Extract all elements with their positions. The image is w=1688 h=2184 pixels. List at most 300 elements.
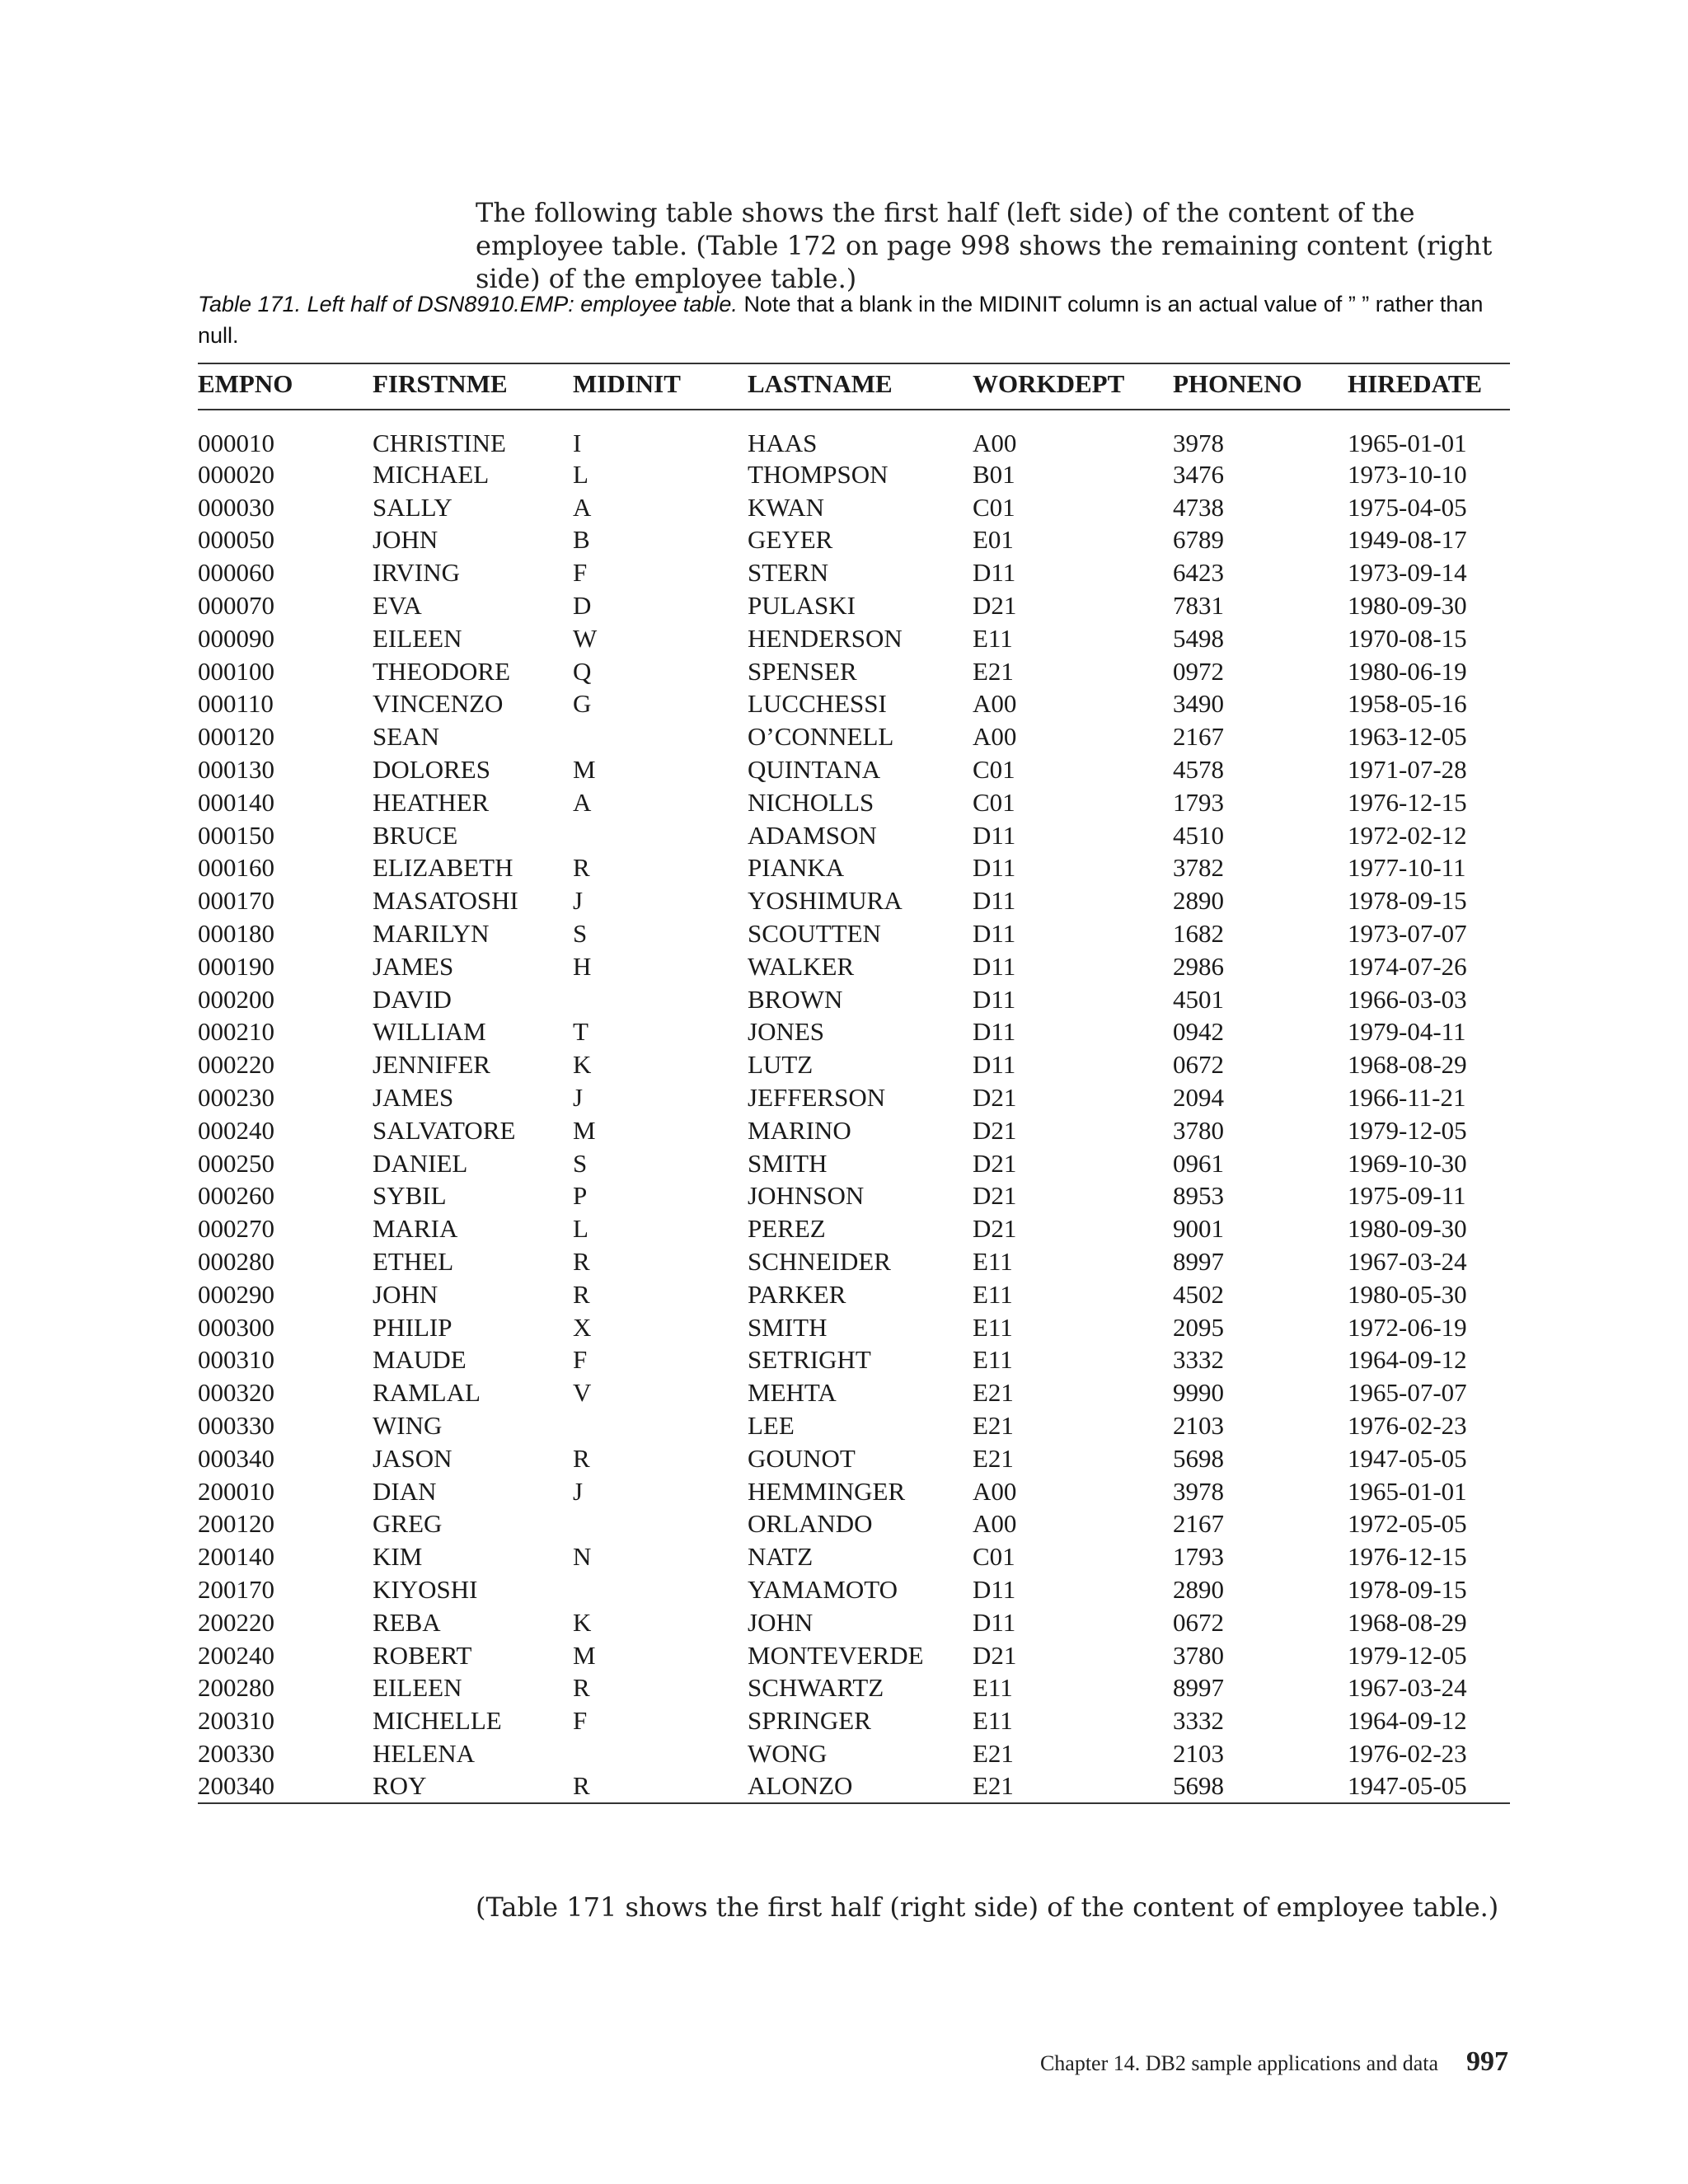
cell-firstnme: JOHN — [373, 1279, 438, 1309]
cell-phoneno: 8997 — [1173, 1673, 1224, 1703]
cell-phoneno: 0961 — [1173, 1148, 1224, 1178]
cell-midinit: S — [573, 919, 588, 949]
cell-hiredate: 1969-10-30 — [1348, 1148, 1467, 1178]
cell-phoneno: 2167 — [1173, 1509, 1224, 1539]
cell-workdept: D21 — [973, 1181, 1017, 1211]
cell-workdept: D11 — [973, 919, 1016, 949]
cell-empno: 000090 — [198, 623, 274, 653]
cell-hiredate: 1980-09-30 — [1348, 1214, 1467, 1244]
cell-hiredate: 1964-09-12 — [1348, 1706, 1467, 1736]
cell-firstnme: ETHEL — [373, 1247, 454, 1277]
cell-midinit: R — [573, 1443, 590, 1473]
cell-empno: 000270 — [198, 1214, 274, 1244]
cell-workdept: E21 — [973, 1378, 1014, 1408]
cell-empno: 200310 — [198, 1706, 274, 1736]
cell-lastname: GOUNOT — [748, 1443, 856, 1473]
cell-phoneno: 3782 — [1173, 853, 1224, 883]
cell-firstnme: MARILYN — [373, 919, 490, 949]
cell-phoneno: 3476 — [1173, 459, 1224, 489]
cell-lastname: ADAMSON — [748, 820, 877, 850]
cell-empno: 000050 — [198, 525, 274, 555]
cell-midinit — [573, 819, 748, 852]
cell-empno: 000170 — [198, 886, 274, 916]
cell-midinit: W — [573, 623, 598, 653]
cell-lastname: JOHNSON — [748, 1181, 865, 1211]
cell-midinit: N — [573, 1542, 592, 1572]
cell-workdept: E11 — [973, 1279, 1013, 1309]
cell-phoneno: 2094 — [1173, 1083, 1224, 1113]
cell-empno: 000320 — [198, 1378, 274, 1408]
cell-empno: 000230 — [198, 1083, 274, 1113]
cell-midinit: R — [573, 1673, 590, 1703]
cell-phoneno: 8997 — [1173, 1247, 1224, 1277]
cell-workdept: D11 — [973, 1574, 1016, 1604]
table-row — [198, 1376, 1510, 1409]
cell-lastname: WALKER — [748, 951, 855, 981]
cell-firstnme: JOHN — [373, 525, 438, 555]
cell-lastname: LUTZ — [748, 1050, 814, 1080]
table-row — [198, 786, 1510, 819]
table-row — [198, 1212, 1510, 1245]
cell-workdept: E11 — [973, 1673, 1013, 1703]
table-row — [198, 556, 1510, 589]
cell-firstnme: MICHAEL — [373, 459, 490, 489]
cell-empno: 000130 — [198, 755, 274, 785]
cell-workdept: D21 — [973, 1214, 1017, 1244]
cell-firstnme: SALVATORE — [373, 1115, 516, 1145]
cell-empno: 000250 — [198, 1148, 274, 1178]
cell-firstnme: ROY — [373, 1770, 573, 1803]
table-row — [198, 1540, 1510, 1573]
cell-empno: 200240 — [198, 1640, 274, 1670]
cell-firstnme: MAUDE — [373, 1345, 467, 1375]
cell-empno: 000330 — [198, 1411, 274, 1440]
cell-lastname: NATZ — [748, 1542, 814, 1572]
table-row — [198, 950, 1510, 983]
cell-midinit — [573, 1508, 748, 1541]
page-number: 997 — [1466, 2046, 1508, 2077]
cell-firstnme: HELENA — [373, 1738, 475, 1768]
cell-midinit: R — [573, 853, 590, 883]
cell-empno: 000180 — [198, 919, 274, 949]
table-row — [198, 1311, 1510, 1344]
cell-hiredate: 1976-12-15 — [1348, 1542, 1467, 1572]
cell-hiredate: 1972-05-05 — [1348, 1509, 1467, 1539]
cell-hiredate: 1965-07-07 — [1348, 1378, 1467, 1408]
cell-midinit: K — [573, 1050, 592, 1080]
cell-workdept: A00 — [973, 429, 1017, 457]
cell-workdept: D11 — [973, 1017, 1016, 1047]
cell-lastname: NICHOLLS — [748, 787, 874, 817]
cell-midinit: V — [573, 1378, 592, 1408]
cell-midinit: M — [573, 1640, 596, 1670]
table-row — [198, 852, 1510, 885]
cell-lastname: SMITH — [748, 1312, 828, 1342]
cell-midinit: J — [573, 1083, 584, 1113]
table-row — [198, 1344, 1510, 1377]
cell-workdept: E21 — [973, 656, 1014, 686]
column-header-workdept: WORKDEPT — [973, 363, 1173, 410]
cell-firstnme: JENNIFER — [373, 1050, 490, 1080]
cell-empno: 000110 — [198, 689, 274, 719]
table-caption-note: Note that a blank in the MIDINIT column is an actual value of ” ” rather than null. — [198, 292, 1484, 348]
cell-lastname: GEYER — [748, 525, 833, 555]
cell-hiredate: 1964-09-12 — [1348, 1345, 1467, 1375]
cell-midinit: B — [573, 525, 590, 555]
cell-hiredate: 1980-06-19 — [1348, 656, 1467, 686]
cell-midinit: X — [573, 1312, 592, 1342]
cell-firstnme: EVA — [373, 591, 422, 621]
cell-phoneno: 0942 — [1173, 1017, 1224, 1047]
cell-midinit — [573, 1573, 748, 1606]
cell-hiredate: 1967-03-24 — [1348, 1673, 1467, 1703]
cell-firstnme: EILEEN — [373, 623, 462, 653]
cell-phoneno: 0672 — [1173, 1607, 1224, 1637]
table-row — [198, 622, 1510, 655]
page-footer — [1040, 2046, 1508, 2078]
cell-lastname: HAAS — [748, 429, 818, 457]
cell-midinit — [573, 720, 748, 753]
cell-midinit: I — [573, 429, 582, 457]
cell-lastname: MEHTA — [748, 1378, 837, 1408]
cell-phoneno: 1682 — [1173, 919, 1224, 949]
cell-empno: 000160 — [198, 853, 274, 883]
cell-firstnme: MASATOSHI — [373, 886, 518, 916]
cell-empno: 000260 — [198, 1181, 274, 1211]
cell-lastname: YAMAMOTO — [748, 1574, 898, 1604]
cell-hiredate: 1965-01-01 — [1348, 1476, 1467, 1506]
table-row — [198, 524, 1510, 557]
cell-phoneno: 2095 — [1173, 1312, 1224, 1342]
cell-workdept: A00 — [973, 1476, 1017, 1506]
cell-lastname: PULASKI — [748, 591, 856, 621]
cell-firstnme: REBA — [373, 1607, 441, 1637]
cell-empno: 000210 — [198, 1017, 274, 1047]
cell-hiredate: 1947-05-05 — [1348, 1443, 1467, 1473]
cell-workdept: D21 — [973, 1148, 1017, 1178]
cell-firstnme: SYBIL — [373, 1181, 447, 1211]
cell-lastname: BROWN — [748, 984, 843, 1014]
cell-hiredate: 1963-12-05 — [1348, 722, 1467, 752]
cell-hiredate: 1974-07-26 — [1348, 951, 1467, 981]
cell-phoneno: 5498 — [1173, 623, 1224, 653]
footer-chapter-title: Chapter 14. DB2 sample applications and data — [1039, 2051, 1438, 2075]
table-row — [198, 491, 1510, 524]
table-row — [198, 589, 1510, 622]
cell-workdept: E11 — [973, 1312, 1013, 1342]
cell-phoneno: 3780 — [1173, 1640, 1224, 1670]
cell-lastname: SCHNEIDER — [748, 1247, 891, 1277]
cell-empno: 200140 — [198, 1542, 274, 1572]
cell-hiredate: 1966-11-21 — [1348, 1083, 1466, 1113]
cell-lastname: ORLANDO — [748, 1509, 873, 1539]
cell-midinit: T — [573, 1017, 588, 1047]
cell-phoneno: 2103 — [1173, 1411, 1224, 1440]
cell-hiredate: 1972-02-12 — [1348, 820, 1467, 850]
cell-workdept: D21 — [973, 591, 1017, 621]
cell-hiredate: 1973-09-14 — [1348, 558, 1467, 588]
cell-workdept: E01 — [973, 525, 1014, 555]
cell-workdept: D11 — [973, 820, 1016, 850]
cell-workdept: E11 — [973, 1706, 1013, 1736]
cell-workdept: D21 — [973, 1115, 1017, 1145]
table-row — [198, 1770, 1510, 1803]
table-row — [198, 410, 1510, 458]
cell-lastname: HENDERSON — [748, 623, 903, 653]
cell-phoneno: 0972 — [1173, 656, 1224, 686]
cell-lastname: KWAN — [748, 492, 824, 522]
cell-firstnme: VINCENZO — [373, 689, 504, 719]
cell-midinit: Q — [573, 656, 592, 686]
cell-lastname: SPRINGER — [748, 1706, 871, 1736]
column-header-midinit: MIDINIT — [573, 363, 748, 410]
cell-phoneno: 3332 — [1173, 1345, 1224, 1375]
cell-midinit — [573, 1409, 748, 1442]
cell-empno: 000100 — [198, 656, 274, 686]
cell-midinit: A — [573, 787, 592, 817]
cell-phoneno: 6789 — [1173, 525, 1224, 555]
cell-firstnme: GREG — [373, 1509, 443, 1539]
employee-table — [198, 363, 1510, 1804]
cell-hiredate: 1972-06-19 — [1348, 1312, 1467, 1342]
cell-hiredate: 1977-10-11 — [1348, 853, 1466, 883]
cell-firstnme: SEAN — [373, 722, 439, 752]
cell-empno: 000070 — [198, 591, 274, 621]
cell-lastname: PEREZ — [748, 1214, 826, 1244]
cell-empno: 000340 — [198, 1443, 274, 1473]
table-row — [198, 458, 1510, 491]
table-row — [198, 1048, 1510, 1081]
cell-phoneno: 4510 — [1173, 820, 1224, 850]
cell-phoneno: 9990 — [1173, 1378, 1224, 1408]
cell-hiredate: 1978-09-15 — [1348, 1574, 1467, 1604]
cell-empno: 200120 — [198, 1509, 274, 1539]
cell-workdept: C01 — [973, 755, 1015, 785]
cell-phoneno: 2890 — [1173, 1574, 1224, 1604]
cell-empno: 200010 — [198, 1476, 274, 1506]
intro-paragraph: The following table shows the first half (left side) of the content of the employee table. (Table 172 on page 998 shows the remaining content (right side) of the employee table.) — [476, 197, 1493, 294]
cell-empno: 200170 — [198, 1574, 274, 1604]
cell-phoneno: 6423 — [1173, 558, 1224, 588]
cell-workdept: D11 — [973, 984, 1016, 1014]
cell-phoneno: 4738 — [1173, 492, 1224, 522]
cell-midinit: M — [573, 755, 596, 785]
cell-firstnme: WING — [373, 1411, 443, 1440]
cell-firstnme: SALLY — [373, 492, 452, 522]
cell-empno: 000290 — [198, 1279, 274, 1309]
table-row — [198, 1147, 1510, 1180]
cell-workdept: C01 — [973, 1542, 1015, 1572]
cell-workdept: D11 — [973, 558, 1016, 588]
table-row — [198, 1016, 1510, 1049]
cell-lastname: JEFFERSON — [748, 1083, 886, 1113]
cell-midinit: L — [573, 459, 588, 489]
table-row — [198, 917, 1510, 950]
column-header-phoneno: PHONENO — [1173, 363, 1348, 410]
cell-lastname: JOHN — [748, 1607, 814, 1637]
cell-midinit: S — [573, 1148, 588, 1178]
cell-workdept: E11 — [973, 1345, 1013, 1375]
cell-workdept: E21 — [973, 1411, 1014, 1440]
cell-phoneno: 0672 — [1173, 1050, 1224, 1080]
table-row — [198, 983, 1510, 1016]
cell-phoneno: 2890 — [1173, 886, 1224, 916]
cell-hiredate: 1965-01-01 — [1348, 429, 1467, 457]
column-header-hiredate: HIREDATE — [1348, 363, 1510, 410]
cell-firstnme: ELIZABETH — [373, 853, 513, 883]
column-header-lastname: LASTNAME — [748, 363, 973, 410]
cell-lastname: ALONZO — [748, 1770, 973, 1803]
cell-lastname: SMITH — [748, 1148, 828, 1178]
cell-empno: 000240 — [198, 1115, 274, 1145]
cell-lastname: PARKER — [748, 1279, 846, 1309]
table-row — [198, 1409, 1510, 1442]
cell-phoneno: 3978 — [1173, 1476, 1224, 1506]
cell-empno: 000060 — [198, 558, 274, 588]
cell-firstnme: ROBERT — [373, 1640, 472, 1670]
table-row — [198, 1114, 1510, 1147]
cell-workdept: D11 — [973, 1607, 1016, 1637]
cell-phoneno: 9001 — [1173, 1214, 1224, 1244]
cell-lastname: MARINO — [748, 1115, 851, 1145]
cell-firstnme: PHILIP — [373, 1312, 452, 1342]
cell-phoneno: 2103 — [1173, 1738, 1224, 1768]
cell-midinit: F — [573, 1706, 588, 1736]
cell-lastname: LEE — [748, 1411, 795, 1440]
cell-firstnme: JAMES — [373, 1083, 454, 1113]
cell-empno: 000010 — [198, 429, 274, 457]
cell-firstnme: RAMLAL — [373, 1378, 481, 1408]
cell-midinit: G — [573, 689, 592, 719]
cell-empno: 000140 — [198, 787, 274, 817]
cell-lastname: SCOUTTEN — [748, 919, 881, 949]
table-row — [198, 1081, 1510, 1114]
cell-phoneno: 7831 — [1173, 591, 1224, 621]
table-row — [198, 1508, 1510, 1541]
cell-phoneno: 4578 — [1173, 755, 1224, 785]
cell-phoneno: 8953 — [1173, 1181, 1224, 1211]
cell-phoneno: 3978 — [1173, 429, 1224, 457]
cell-firstnme: BRUCE — [373, 820, 458, 850]
cell-midinit: A — [573, 492, 592, 522]
cell-hiredate: 1973-10-10 — [1348, 459, 1467, 489]
cell-hiredate: 1978-09-15 — [1348, 886, 1467, 916]
cell-phoneno: 1793 — [1173, 787, 1224, 817]
cell-phoneno: 2986 — [1173, 951, 1224, 981]
cell-workdept: D11 — [973, 853, 1016, 883]
table-row — [198, 1671, 1510, 1704]
table-row — [198, 720, 1510, 753]
cell-hiredate: 1976-02-23 — [1348, 1411, 1467, 1440]
cell-hiredate: 1976-02-23 — [1348, 1738, 1467, 1768]
table-caption — [198, 288, 1517, 351]
cell-lastname: HEMMINGER — [748, 1476, 906, 1506]
cell-hiredate: 1966-03-03 — [1348, 984, 1467, 1014]
cell-hiredate: 1968-08-29 — [1348, 1050, 1467, 1080]
cell-firstnme: EILEEN — [373, 1673, 462, 1703]
cell-hiredate: 1975-09-11 — [1348, 1181, 1466, 1211]
cell-midinit: P — [573, 1181, 588, 1211]
cell-empno: 000300 — [198, 1312, 274, 1342]
cell-firstnme: THEODORE — [373, 656, 511, 686]
cell-phoneno: 1793 — [1173, 1542, 1224, 1572]
cell-phoneno: 5698 — [1173, 1443, 1224, 1473]
cell-midinit: D — [573, 591, 592, 621]
cell-empno: 200280 — [198, 1673, 274, 1703]
cell-midinit: R — [573, 1247, 590, 1277]
cell-workdept: A00 — [973, 689, 1017, 719]
cell-workdept: E21 — [973, 1443, 1014, 1473]
cell-workdept: D11 — [973, 886, 1016, 916]
cell-lastname: MONTEVERDE — [748, 1640, 924, 1670]
column-header-firstnme: FIRSTNME — [373, 363, 573, 410]
cell-firstnme: MICHELLE — [373, 1706, 502, 1736]
table-row — [198, 688, 1510, 721]
cell-lastname: LUCCHESSI — [748, 689, 887, 719]
table-row — [198, 1639, 1510, 1672]
cell-phoneno: 4502 — [1173, 1279, 1224, 1309]
cell-lastname: SETRIGHT — [748, 1345, 871, 1375]
cell-hiredate: 1979-12-05 — [1348, 1640, 1467, 1670]
table-footnote: (Table 171 shows the first half (right side) of the content of employee table.) — [476, 1891, 1499, 1923]
cell-empno: 200220 — [198, 1607, 274, 1637]
table-row — [198, 1737, 1510, 1770]
cell-lastname: SCHWARTZ — [748, 1673, 884, 1703]
cell-workdept: E21 — [973, 1770, 1173, 1803]
cell-empno: 000200 — [198, 984, 274, 1014]
cell-empno: 000120 — [198, 722, 274, 752]
cell-lastname: YOSHIMURA — [748, 886, 903, 916]
cell-workdept: D21 — [973, 1640, 1017, 1670]
cell-workdept: D21 — [973, 1083, 1017, 1113]
cell-workdept: B01 — [973, 459, 1015, 489]
cell-hiredate: 1976-12-15 — [1348, 787, 1467, 817]
cell-lastname: SPENSER — [748, 656, 857, 686]
table-row — [198, 1442, 1510, 1475]
cell-lastname: PIANKA — [748, 853, 845, 883]
cell-hiredate: 1968-08-29 — [1348, 1607, 1467, 1637]
cell-phoneno: 3490 — [1173, 689, 1224, 719]
cell-hiredate: 1980-09-30 — [1348, 591, 1467, 621]
cell-hiredate: 1979-04-11 — [1348, 1017, 1466, 1047]
cell-workdept: E11 — [973, 1247, 1013, 1277]
cell-lastname: THOMPSON — [748, 459, 889, 489]
cell-midinit — [573, 983, 748, 1016]
table-row — [198, 1606, 1510, 1639]
cell-lastname: QUINTANA — [748, 755, 881, 785]
cell-hiredate: 1958-05-16 — [1348, 689, 1467, 719]
cell-firstnme: WILLIAM — [373, 1017, 486, 1047]
cell-phoneno: 5698 — [1173, 1770, 1348, 1803]
cell-workdept: C01 — [973, 787, 1015, 817]
table-row — [198, 1573, 1510, 1606]
cell-midinit: K — [573, 1607, 592, 1637]
cell-hiredate: 1973-07-07 — [1348, 919, 1467, 949]
cell-workdept: E21 — [973, 1738, 1014, 1768]
cell-workdept: C01 — [973, 492, 1015, 522]
cell-firstnme: DIAN — [373, 1476, 437, 1506]
cell-firstnme: KIYOSHI — [373, 1574, 478, 1604]
table-row — [198, 655, 1510, 688]
cell-firstnme: DANIEL — [373, 1148, 468, 1178]
table-caption-title: Table 171. Left half of DSN8910.EMP: employee table. — [198, 292, 738, 316]
cell-empno: 000310 — [198, 1345, 274, 1375]
table-row — [198, 1704, 1510, 1737]
cell-firstnme: JAMES — [373, 951, 454, 981]
cell-lastname: STERN — [748, 558, 829, 588]
cell-hiredate: 1970-08-15 — [1348, 623, 1467, 653]
cell-lastname: O’CONNELL — [748, 722, 894, 752]
